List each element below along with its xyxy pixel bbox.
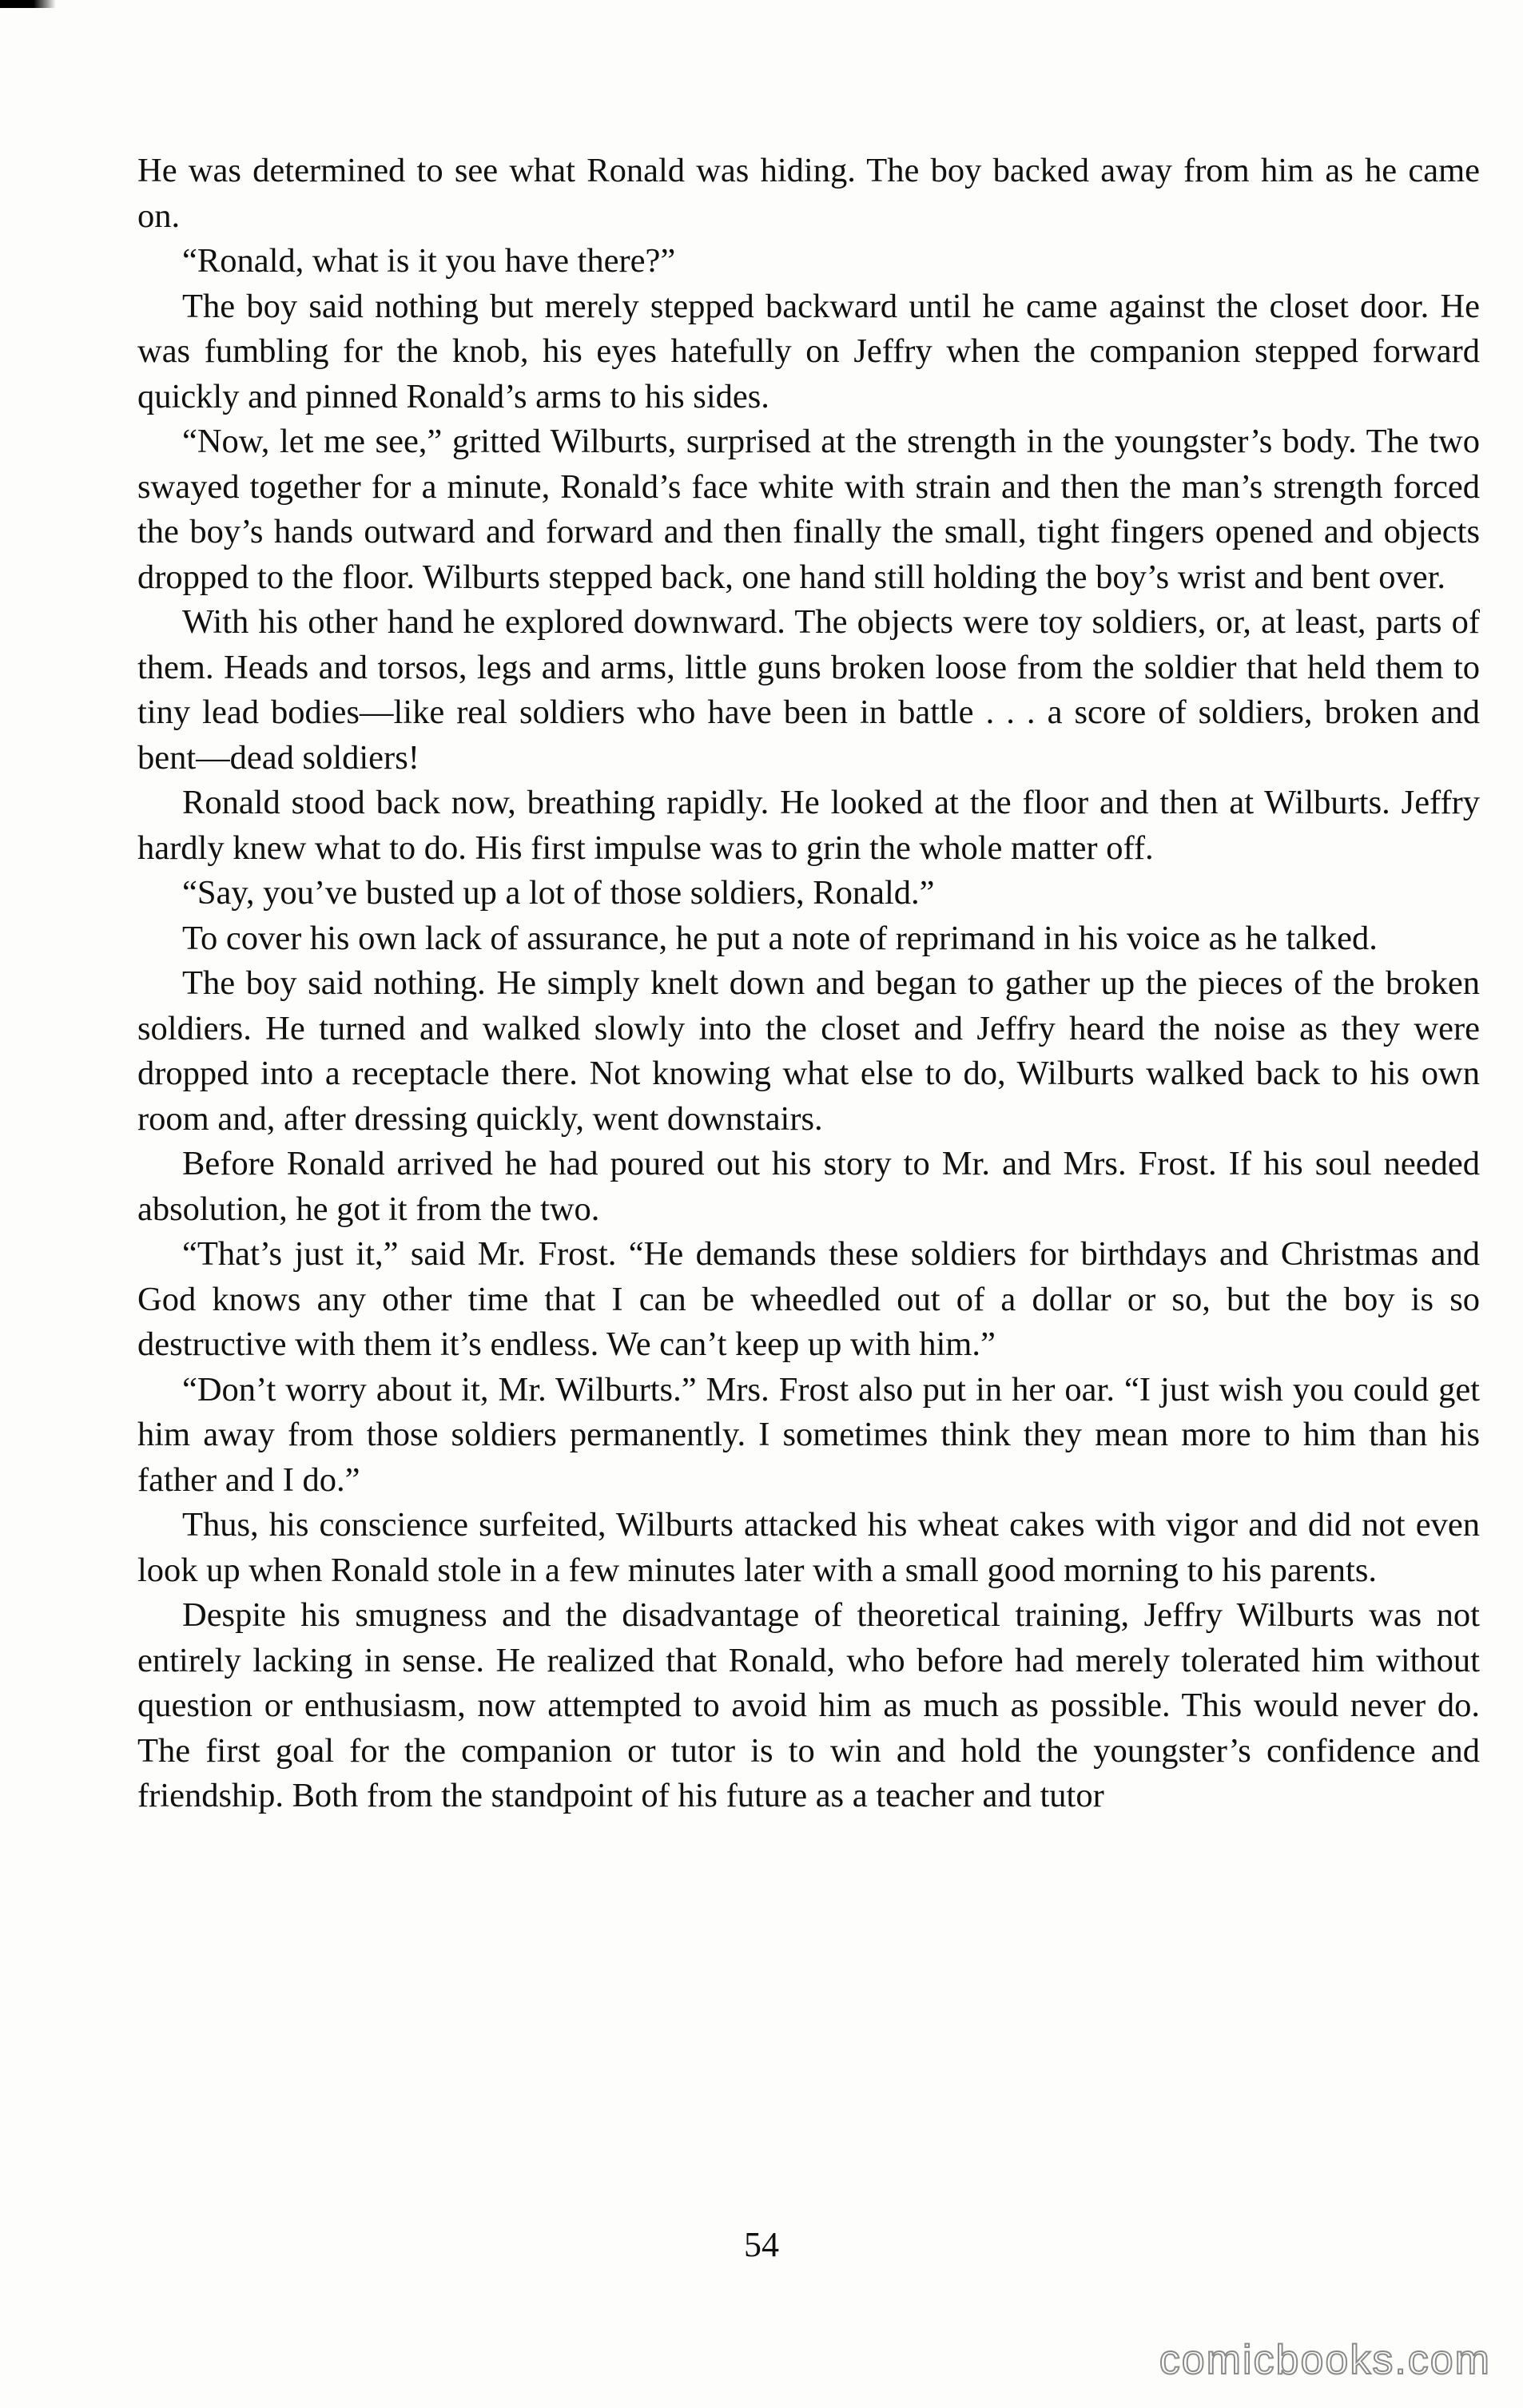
paragraph: Despite his smugness and the disadvantage of theoretical training, Jeffry Wilburts was not entirely lacking in sense. He realized that Ronald, who before had merely tolerated him without question or enthusiasm, now attempted to avoid him as much as possible. This would never do. The first goal for the companion or tutor is to win and hold the youngster’s confidence and friendship. Both from the standpoint of his future as a teacher and tutor: [137, 1596, 1480, 1814]
paragraph: “Now, let me see,” gritted Wilburts, surprised at the strength in the youngster’s body. The two swayed together for a minute, Ronald’s face white with strain and then the man’s strength forced the boy’s hands outward and forward and then finally the small, tight fingers opened and objects dropped to the floor. Wilburts stepped back, one hand still holding the boy’s wrist and bent over.: [137, 423, 1480, 596]
paragraph: “Ronald, what is it you have there?”: [182, 242, 676, 280]
page-number: 54: [744, 2225, 779, 2264]
paragraph: Before Ronald arrived he had poured out his story to Mr. and Mrs. Frost. If his soul needed absolution, he got it from the two.: [137, 1145, 1480, 1228]
paragraph: He was determined to see what Ronald was hiding. The boy backed away from him as he came on.: [137, 152, 1480, 235]
scan-edge-mark: [0, 0, 56, 8]
story-text: [137, 149, 1480, 1819]
paragraph: Thus, his conscience surfeited, Wilburts attacked his wheat cakes with vigor and did not even look up when Ronald stole in a few minutes later with a small good morning to his parents.: [137, 1506, 1480, 1589]
paragraph: “Say, you’ve busted up a lot of those soldiers, Ronald.”: [182, 874, 935, 912]
paragraph: “Don’t worry about it, Mr. Wilburts.” Mrs. Frost also put in her oar. “I just wish you could get him away from those soldiers permanently. I sometimes think they mean more to him than his father and I do.”: [137, 1370, 1480, 1499]
paragraph: “That’s just it,” said Mr. Frost. “He demands these soldiers for birthdays and Christmas and God knows any other time that I can be wheedled out of a dollar or so, but the boy is so destructive with them it’s endless. We can’t keep up with him.”: [137, 1235, 1480, 1363]
paragraph: The boy said nothing. He simply knelt down and began to gather up the pieces of the broken soldiers. He turned and walked slowly into the closet and Jeffry heard the noise as they were dropped into a receptacle there. Not knowing what else to do, Wilburts walked back to his own room and, after dressing quickly, went downstairs.: [137, 964, 1480, 1138]
paragraph: The boy said nothing but merely stepped backward until he came against the closet door. He was fumbling for the knob, his eyes hatefully on Jeffry when the companion stepped forward quickly and pinned Ronald’s arms to his sides.: [137, 287, 1480, 415]
paragraph: To cover his own lack of assurance, he put a note of reprimand in his voice as he talked.: [182, 919, 1378, 957]
site-watermark: comicbooks.com: [1159, 2337, 1491, 2383]
paragraph: With his other hand he explored downward. The objects were toy soldiers, or, at least, parts of them. Heads and torsos, legs and arms, little guns broken loose from the soldier that held them to tiny lead bodies—like real soldiers who have been in battle . . . a score of soldiers, broken and bent—dead soldiers!: [137, 603, 1480, 777]
paragraph: Ronald stood back now, breathing rapidly. He looked at the floor and then at Wilburts. Jeffry hardly knew what to do. His first impulse was to grin the whole matter off.: [137, 784, 1480, 867]
